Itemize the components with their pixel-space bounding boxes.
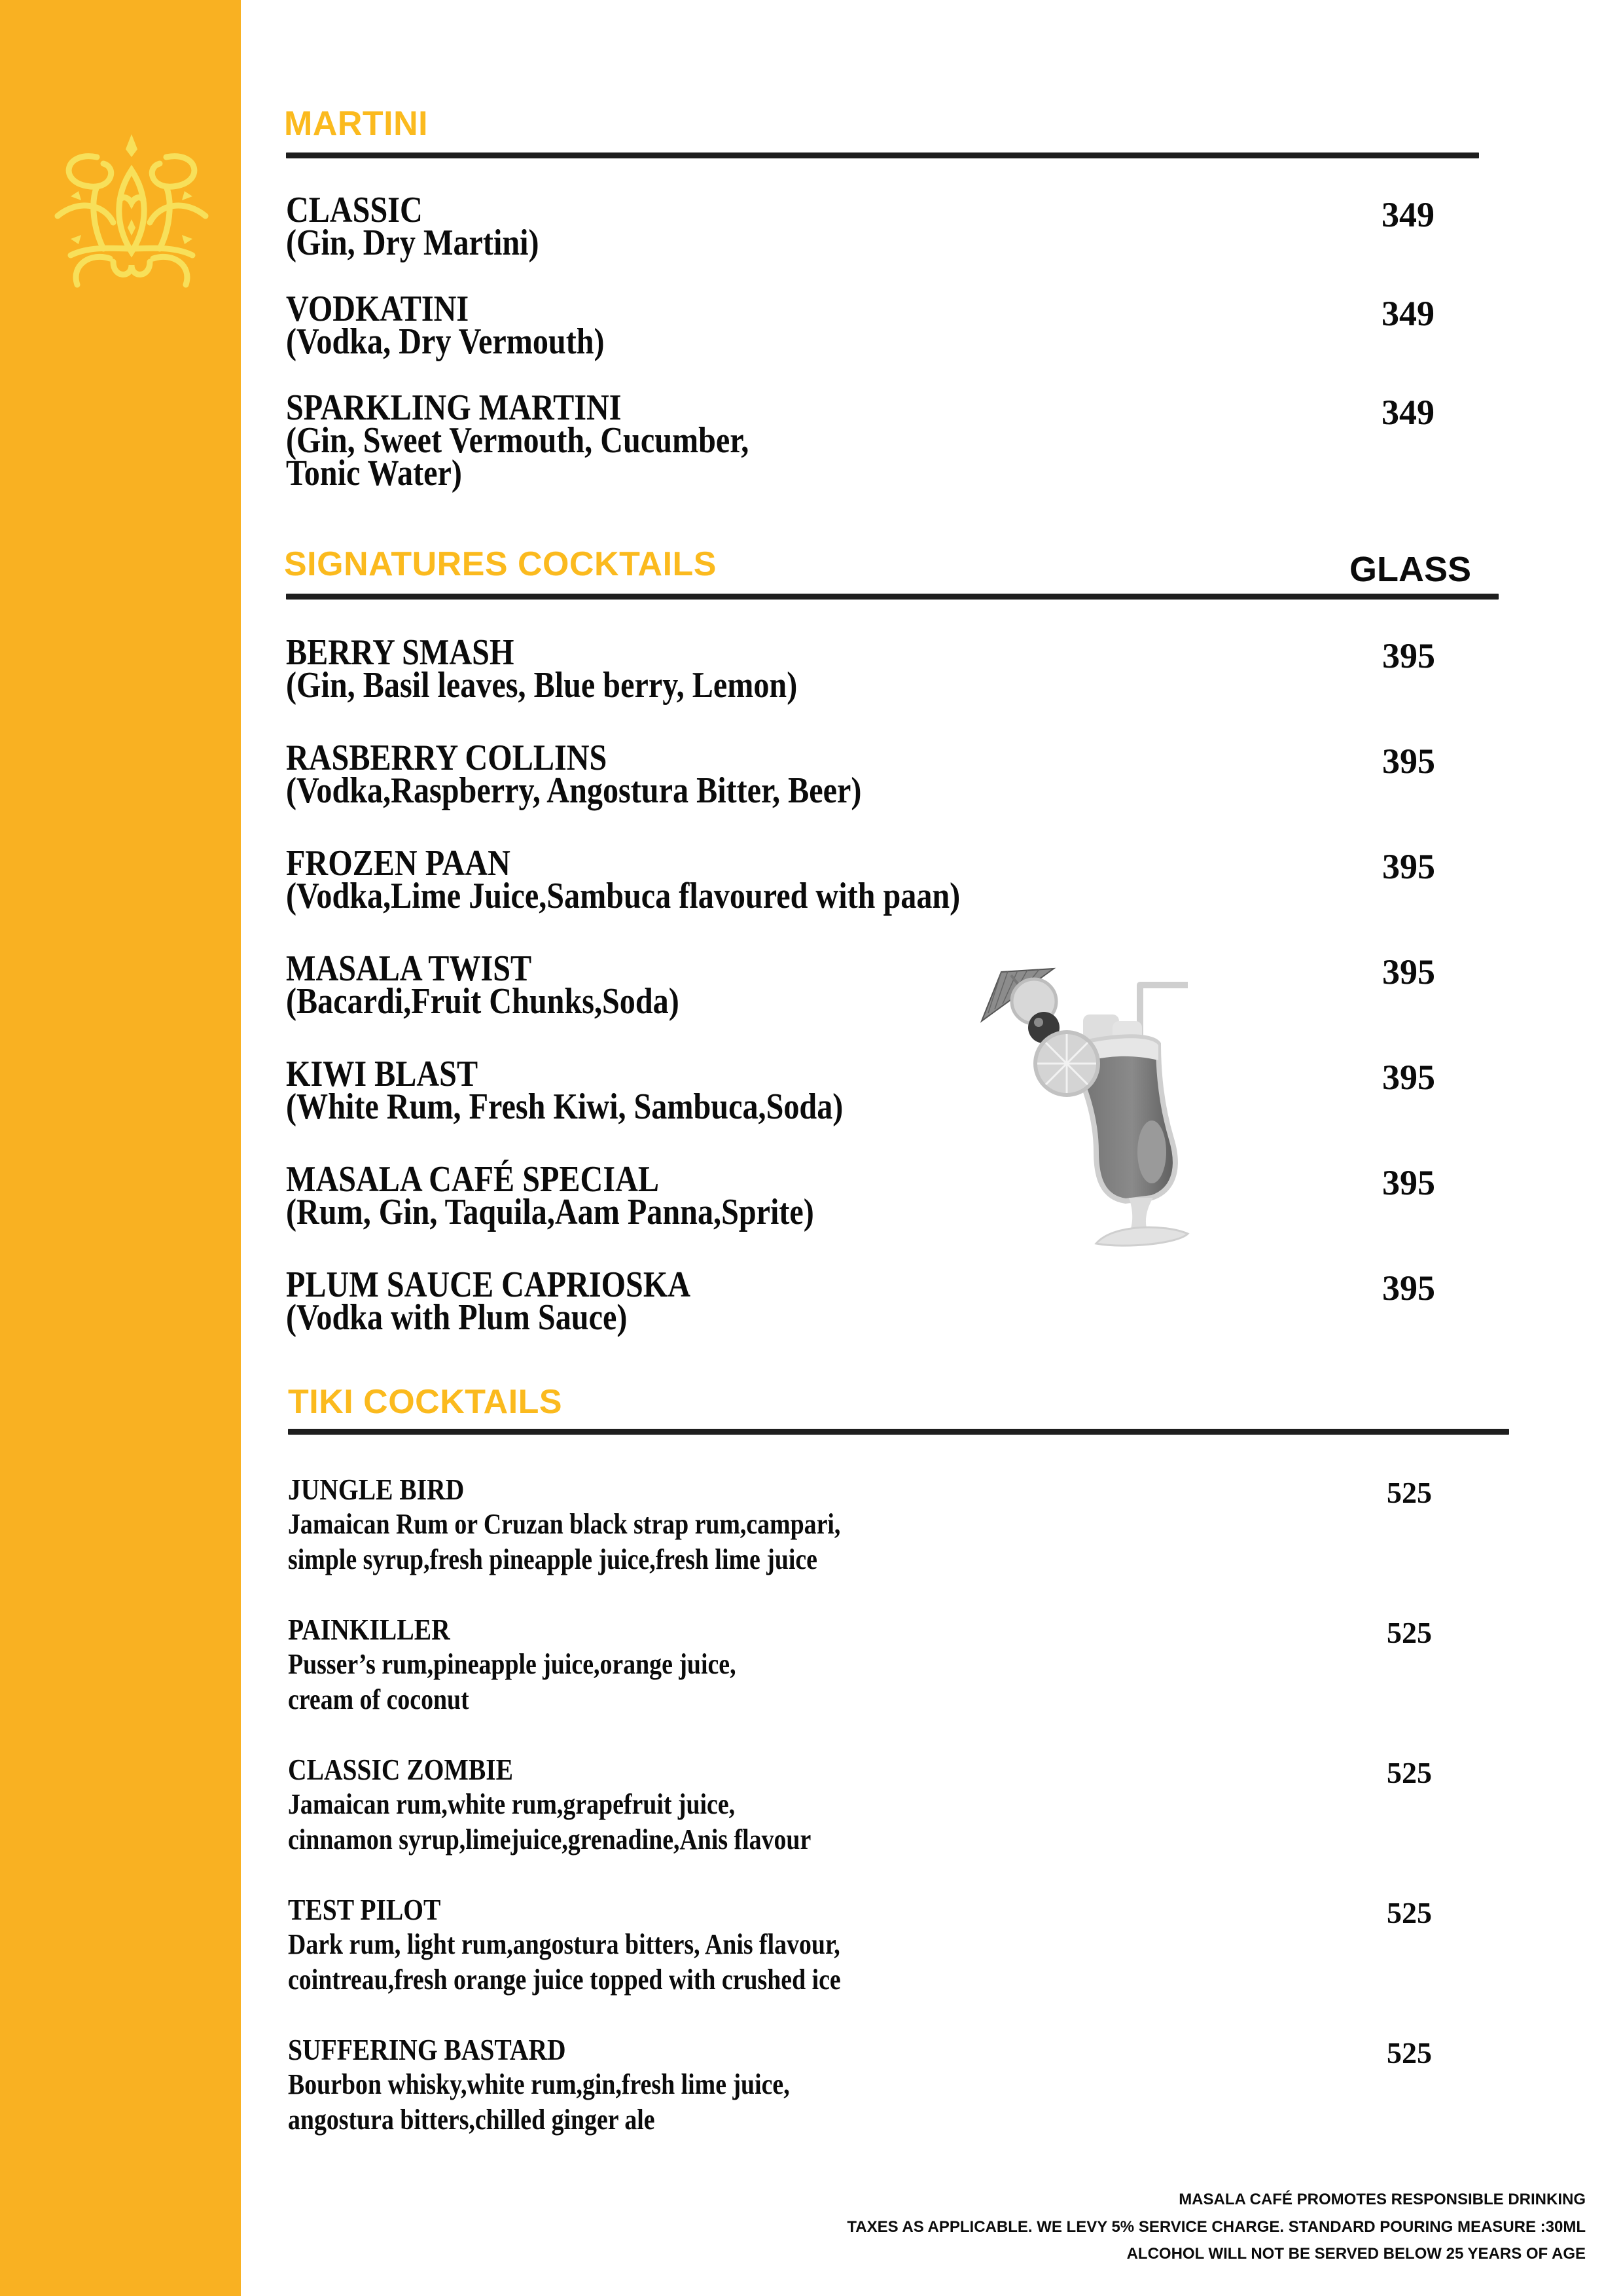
item-price: 525 [1387,1616,1432,1649]
item-description: Bourbon whisky,white rum,gin,fresh lime juice, [288,2068,790,2100]
footer-line-age-policy: ALCOHOL WILL NOT BE SERVED BELOW 25 YEARS OF AGE [1126,2245,1586,2263]
item-price: 525 [1387,2036,1432,2070]
sidebar-band [0,0,241,2296]
menu-item [286,1265,757,1338]
menu-item [286,1054,934,1127]
section-title-martini: MARTINI [284,105,429,143]
item-description: (Vodka with Plum Sauce) [286,1297,628,1338]
footer-notice [847,2186,1586,2268]
section-divider [286,594,1499,600]
item-name: CLASSIC [286,190,423,230]
menu-item [288,1753,896,1857]
item-name: PAINKILLER [288,1613,450,1646]
item-price: 395 [1382,952,1435,992]
item-description: (Bacardi,Fruit Chunks,Soda) [286,981,679,1022]
section-title-tiki: TIKI COCKTAILS [288,1383,563,1421]
menu-item [286,843,1070,916]
item-name: JUNGLE BIRD [288,1473,465,1506]
footer-line-responsible-drinking: MASALA CAFÉ PROMOTES RESPONSIBLE DRINKING [1179,2191,1586,2208]
item-description: cinnamon syrup,limejuice,grenadine,Anis flavour [288,1823,812,1856]
item-description: cointreau,fresh orange juice topped with crushed ice [288,1964,841,1996]
item-name: SUFFERING BASTARD [288,2033,566,2066]
item-price: 395 [1382,847,1435,886]
item-description: (Gin, Dry Martini) [286,223,539,263]
menu-item [286,948,743,1022]
item-price: 395 [1382,1058,1435,1097]
item-price: 395 [1382,636,1435,675]
item-name: VODKATINI [286,289,469,329]
item-description: (Vodka,Raspberry, Angostura Bitter, Beer) [286,770,862,811]
item-name: MASALA TWIST [286,948,532,989]
item-name: CLASSIC ZOMBIE [288,1753,514,1786]
menu-item [288,1473,931,1577]
item-name: RASBERRY COLLINS [286,738,607,778]
item-description: (Vodka, Dry Vermouth) [286,321,605,362]
item-description: (Vodka,Lime Juice,Sambuca flavoured with paan) [286,876,961,916]
item-description: angostura bitters,chilled ginger ale [288,2104,655,2136]
section-divider [286,152,1479,158]
menu-item [286,1159,900,1232]
item-description: (Gin, Sweet Vermouth, Cucumber, [286,420,749,461]
item-name: SPARKLING MARTINI [286,387,622,428]
item-name: FROZEN PAAN [286,843,510,884]
column-label-glass: GLASS [1349,550,1472,589]
menu-item [286,387,824,493]
section-divider [288,1429,1509,1435]
item-description: simple syrup,fresh pineapple juice,fresh lime juice [288,1543,817,1575]
menu-item [286,190,580,263]
footer-line-taxes: TAXES AS APPLICABLE. WE LEVY 5% SERVICE CHARGE. STANDARD POURING MEASURE :30ML [847,2217,1586,2236]
item-name: MASALA CAFÉ SPECIAL [286,1159,659,1200]
item-price: 349 [1382,195,1435,234]
ornamental-motif-icon [51,131,212,291]
item-price: 525 [1387,1756,1432,1789]
item-price: 395 [1382,742,1435,781]
item-description: Pusser’s rum,pineapple juice,orange juice, [288,1648,736,1680]
item-description: cream of coconut [288,1683,469,1715]
item-description: (White Rum, Fresh Kiwi, Sambuca,Soda) [286,1086,844,1127]
item-description: Tonic Water) [286,453,462,493]
menu-item [288,2033,871,2138]
item-price: 349 [1382,294,1435,333]
item-name: BERRY SMASH [286,632,514,673]
menu-item [288,1893,931,1998]
item-price: 349 [1382,393,1435,432]
section-title-signatures: SIGNATURES COCKTAILS [284,545,717,583]
item-description: (Gin, Basil leaves, Blue berry, Lemon) [286,665,798,706]
menu-item [286,632,880,706]
item-description: Dark rum, light rum,angostura bitters, Anis flavour, [288,1928,840,1960]
item-description: (Rum, Gin, Taquila,Aam Panna,Sprite) [286,1192,814,1232]
item-description: Jamaican Rum or Cruzan black strap rum,campari, [288,1508,841,1540]
item-price: 395 [1382,1163,1435,1202]
item-price: 395 [1382,1268,1435,1308]
item-price: 525 [1387,1476,1432,1509]
item-name: PLUM SAUCE CAPRIOSKA [286,1265,691,1305]
item-name: KIWI BLAST [286,1054,478,1094]
cocktail-glass-illustration [962,936,1198,1250]
item-name: TEST PILOT [288,1893,441,1926]
menu-item [286,738,955,811]
item-description: Jamaican rum,white rum,grapefruit juice, [288,1788,736,1820]
menu-item [288,1613,809,1717]
item-price: 525 [1387,1896,1432,1929]
menu-item [286,289,656,362]
